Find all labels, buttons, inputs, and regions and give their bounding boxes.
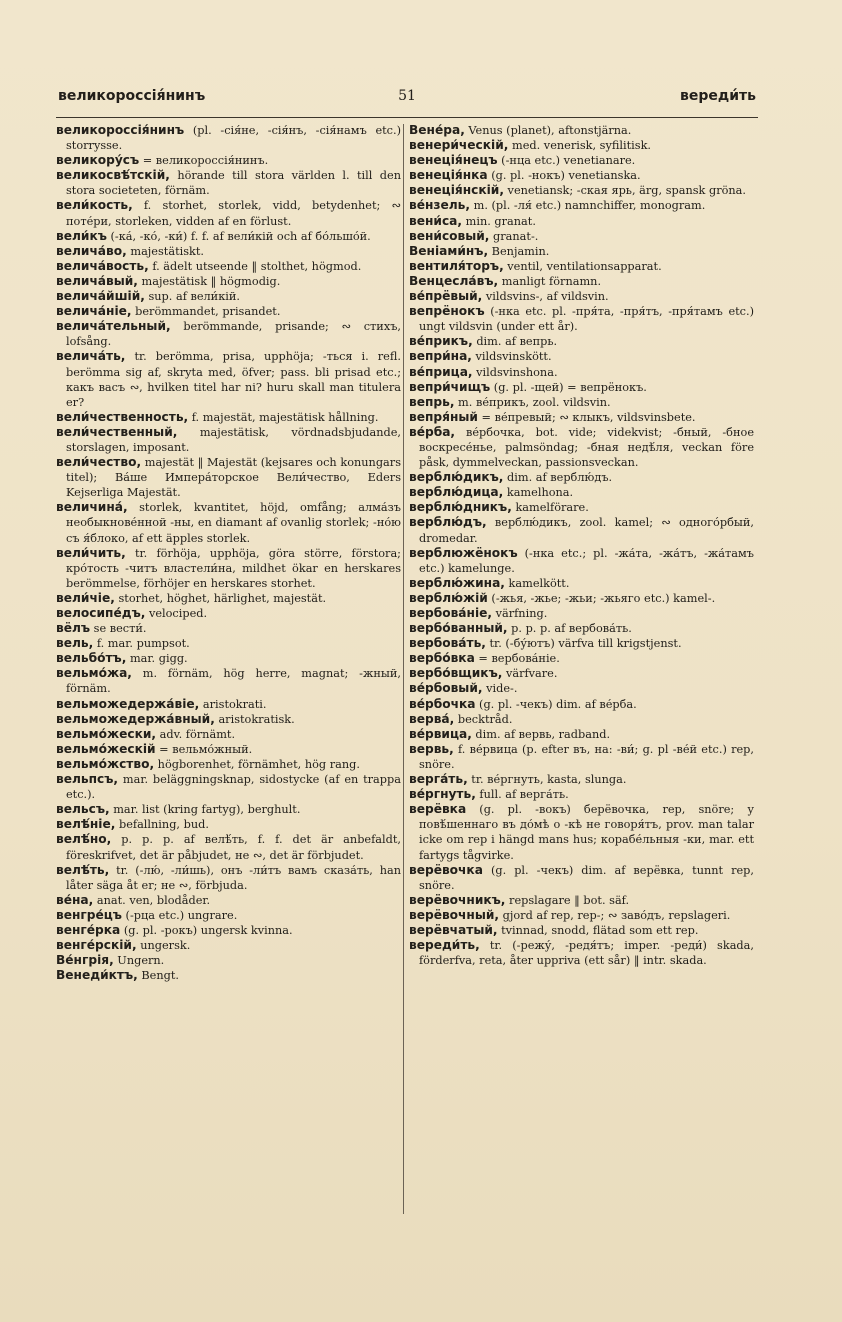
definition: tr. ве́ргнуть, kasta, slunga. bbox=[467, 773, 627, 787]
dictionary-entry bbox=[409, 515, 754, 545]
dictionary-entry bbox=[409, 938, 754, 968]
headword: велѣ́ть, bbox=[56, 862, 110, 877]
running-header bbox=[58, 88, 756, 114]
definition: velociped. bbox=[145, 607, 208, 620]
dictionary-entry bbox=[409, 576, 754, 591]
headword: вербо́ванный, bbox=[409, 621, 508, 636]
dictionary-entry bbox=[409, 244, 754, 259]
definition: (g. pl. -нокъ) venetianska. bbox=[487, 169, 641, 183]
definition: tvinnad, snodd, flätad som ett rep. bbox=[497, 923, 699, 937]
headword: ве́рба, bbox=[409, 424, 456, 439]
dictionary-entry bbox=[56, 938, 401, 953]
dictionary-entry bbox=[56, 621, 401, 636]
definition: mar. gigg. bbox=[126, 652, 188, 666]
headword: вепри́на, bbox=[409, 349, 472, 364]
dictionary-entry bbox=[409, 772, 754, 787]
headword: вепри́чищъ bbox=[409, 379, 491, 394]
dictionary-entry bbox=[409, 123, 754, 138]
definition: värfvare. bbox=[502, 667, 558, 681]
definition: tr. (-режу́, -редя́тъ; imper. -реди́) skada, förderfva, reta, åter uppriva (ett sår) ‖ intr. skada. bbox=[419, 939, 754, 968]
headword: Веніами́нъ, bbox=[409, 243, 489, 258]
dictionary-entry bbox=[56, 802, 401, 817]
definition: venetiansk; -ская ярь, ärg, spansk gröna. bbox=[503, 184, 746, 198]
definition: f. storhet, storlek, vidd, betydenhet; ∾ поте́ри, storleken, vidden af en förlust. bbox=[66, 199, 401, 228]
dictionary-entry bbox=[409, 380, 754, 395]
dictionary-entry bbox=[409, 621, 754, 636]
headword: вербова́ніе, bbox=[409, 606, 493, 620]
left-column bbox=[56, 123, 401, 983]
headword: верёвка bbox=[409, 802, 467, 817]
header-right-guide-word: вереди́ть bbox=[680, 88, 756, 104]
definition: adv. förnämt. bbox=[156, 727, 236, 741]
definition: f. ädelt utseende ‖ stolthet, högmod. bbox=[148, 259, 362, 273]
definition: верблю́дикъ, zool. kamel; ∾ одного́рбый, dromedar. bbox=[419, 516, 754, 545]
definition: granat-. bbox=[489, 229, 539, 243]
headword: велѣ́но, bbox=[56, 832, 112, 847]
headword: вепрь, bbox=[409, 394, 455, 409]
dictionary-entry bbox=[56, 274, 401, 289]
definition: aristokrati. bbox=[199, 697, 267, 711]
definition: majestät ‖ Majestät (kejsares och konungars titel); Ва́ше Импера́торское Вели́чество, Eders Kejserliga Majestät. bbox=[66, 456, 401, 500]
headword: верблю́дъ, bbox=[409, 515, 487, 530]
headword: великороссія́нинъ bbox=[56, 123, 185, 137]
definition: ве́рбочка, bot. vide; videkvist; -бный, -бное воскресе́нье, palmsöndag; -бная недѣ́ля, veckan före påsk, dymmelveckan, passionsveckan. bbox=[419, 425, 754, 470]
dictionary-entry bbox=[409, 214, 754, 229]
dictionary-entry bbox=[409, 229, 754, 244]
headword: вели́чество, bbox=[56, 455, 142, 470]
headword: вельпсъ, bbox=[56, 772, 119, 787]
definition: Venus (planet), aftonstjärna. bbox=[464, 124, 632, 137]
definition: anat. ven, blodåder. bbox=[93, 893, 211, 907]
headword: вени́са, bbox=[409, 213, 463, 228]
headword: вепрёнокъ bbox=[409, 304, 485, 319]
headword: вербо́вщикъ, bbox=[409, 666, 503, 681]
dictionary-entry bbox=[56, 712, 401, 727]
definition: min. granat. bbox=[462, 214, 536, 228]
headword: венге́рскій, bbox=[56, 938, 137, 953]
headword: вёлъ bbox=[56, 621, 91, 636]
dictionary-entry bbox=[409, 863, 754, 893]
definition: = великороссія́нинъ. bbox=[139, 154, 269, 168]
headword: ве́рбовый, bbox=[409, 681, 483, 696]
dictionary-entry bbox=[56, 168, 401, 198]
dictionary-entry bbox=[56, 697, 401, 712]
headword: вели́чественный, bbox=[56, 424, 178, 439]
dictionary-entry bbox=[56, 772, 401, 802]
dictionary-entry bbox=[56, 289, 401, 304]
dictionary-entry bbox=[409, 712, 754, 727]
headword: велича́йшій, bbox=[56, 289, 145, 304]
headword: велѣ́ніе, bbox=[56, 817, 116, 832]
definition: gjord af rep, rep-; ∾ заво́дъ, repslageri. bbox=[499, 908, 731, 922]
definition: ventil, ventilationsapparat. bbox=[503, 259, 662, 273]
headword: велича́ніе, bbox=[56, 304, 132, 319]
definition: vildsvinshona. bbox=[472, 365, 558, 379]
dictionary-entry bbox=[56, 591, 401, 606]
headword: вельможедержа́віе, bbox=[56, 696, 200, 711]
dictionary-entry bbox=[409, 666, 754, 681]
headword: вени́совый, bbox=[409, 228, 490, 243]
definition: sup. af вели́кій. bbox=[144, 290, 241, 304]
dictionary-entry bbox=[409, 395, 754, 410]
definition: vildsvinskött. bbox=[471, 350, 552, 364]
headword: велосипе́дъ, bbox=[56, 606, 146, 620]
headword: вельмо́жа, bbox=[56, 666, 132, 681]
definition: full. af верга́ть. bbox=[475, 788, 569, 802]
dictionary-entry bbox=[56, 244, 401, 259]
headword: вербова́ть, bbox=[409, 636, 486, 651]
headword: ве́прёвый, bbox=[409, 289, 483, 304]
headword: верблю́жій bbox=[409, 590, 488, 605]
dictionary-entry bbox=[409, 410, 754, 425]
definition: majestätiskt. bbox=[126, 244, 204, 258]
dictionary-entry bbox=[56, 636, 401, 651]
definition: värfning. bbox=[492, 607, 548, 620]
headword: ве́рвица, bbox=[409, 726, 472, 741]
dictionary-entry bbox=[56, 455, 401, 500]
dictionary-entry bbox=[56, 727, 401, 742]
dictionary-entry bbox=[409, 893, 754, 908]
dictionary-entry bbox=[56, 410, 401, 425]
headword: вели́кость, bbox=[56, 198, 133, 213]
dictionary-entry bbox=[409, 923, 754, 938]
definition: majestätisk, vördnadsbjudande, storslagen, imposant. bbox=[66, 425, 401, 454]
dictionary-entry bbox=[56, 832, 401, 862]
headword: ве́ргнуть, bbox=[409, 787, 476, 802]
headword: ве́прикъ, bbox=[409, 334, 473, 349]
dictionary-entry bbox=[56, 304, 401, 319]
definition: repslagare ‖ bot. säf. bbox=[505, 893, 630, 907]
headword: велича́ть, bbox=[56, 349, 126, 364]
definition: p. p. p. af вербова́ть. bbox=[507, 622, 632, 636]
definition: Benjamin. bbox=[488, 244, 550, 258]
definition: (-ка́, -ко́, -ки́) f. f. af вели́кій och af бо́льшо́й. bbox=[106, 229, 371, 243]
dictionary-entry bbox=[56, 229, 401, 244]
headword: венеція́нка bbox=[409, 168, 488, 183]
definition: = вельмо́жный. bbox=[155, 742, 253, 756]
page-number: 51 bbox=[398, 88, 416, 104]
dictionary-entry bbox=[409, 787, 754, 802]
dictionary-entry bbox=[56, 757, 401, 772]
definition: manligt förnamn. bbox=[498, 274, 602, 288]
definition: (-нка etc. pl. -пря́та, -пря́тъ, -пря́тамъ etc.) ungt vildsvin (under ett år). bbox=[419, 305, 754, 334]
headword: верблюжёнокъ bbox=[409, 545, 518, 560]
definition: aristokratisk. bbox=[214, 712, 295, 726]
dictionary-entry bbox=[409, 727, 754, 742]
dictionary-entry bbox=[409, 334, 754, 349]
definition: Ungern. bbox=[113, 954, 165, 968]
definition: storlek, kvantitet, höjd, omfång; алма́зъ необыкнове́нной -ны, en diamant af ovanlig storlek; -но́ю съ я́блоко, af ett äpples storlek. bbox=[66, 501, 401, 545]
dictionary-entry bbox=[409, 274, 754, 289]
definition: tr. (-бу́ютъ) värfva till krigstjenst. bbox=[485, 637, 682, 651]
headword: ве́на, bbox=[56, 892, 94, 907]
headword: верблю́дица, bbox=[409, 485, 504, 500]
definition: (g. pl. -рокъ) ungersk kvinna. bbox=[120, 923, 293, 937]
dictionary-entry bbox=[56, 123, 401, 153]
definition: p. p. p. af велѣ́ть, f. f. det är anbefaldt, föreskrifvet, det är påbjudet, не ∾, det är förbjudet. bbox=[66, 833, 401, 862]
definition: tr. berömma, prisa, upphöja; -ться i. refl. berömma sig af, skryta med, öfver; pass. bli prisad etc.; какъ васъ ∾, hvilken titel har ni? huru skall man titulera er? bbox=[66, 350, 401, 409]
headword: вельможедержа́вный, bbox=[56, 711, 215, 726]
definition: m. ве́прикъ, zool. vildsvin. bbox=[454, 395, 611, 409]
dictionary-entry bbox=[409, 183, 754, 198]
headword: вельсъ, bbox=[56, 802, 110, 817]
dictionary-entry bbox=[409, 591, 754, 606]
headword: Венеди́ктъ, bbox=[56, 968, 138, 983]
dictionary-entry bbox=[56, 863, 401, 893]
dictionary-entry bbox=[409, 304, 754, 334]
headword: Венцесла́въ, bbox=[409, 273, 499, 288]
dictionary-entry bbox=[409, 198, 754, 213]
definition: (-рца etc.) ungrare. bbox=[121, 908, 238, 922]
headword: великосвѣ́тскій, bbox=[56, 168, 170, 183]
headword: вельмо́жескій bbox=[56, 741, 156, 756]
dictionary-entry bbox=[56, 606, 401, 621]
definition: f. majestät, majestätisk hållning. bbox=[188, 410, 379, 424]
dictionary-entry bbox=[409, 259, 754, 274]
dictionary-entry bbox=[56, 742, 401, 757]
dictionary-entry bbox=[409, 697, 754, 712]
dictionary-entry bbox=[56, 651, 401, 666]
headword: вели́къ bbox=[56, 228, 107, 243]
dictionary-entry bbox=[409, 651, 754, 666]
headword: венеція́нецъ bbox=[409, 153, 498, 168]
definition: (-нка etc.; pl. -жа́та, -жа́тъ, -жа́тамъ etc.) kamelunge. bbox=[419, 546, 754, 575]
dictionary-entry bbox=[56, 500, 401, 545]
headword: Вене́ра, bbox=[409, 123, 465, 137]
definition: m. förnäm, hög herre, magnat; -жный, förnäm. bbox=[66, 667, 401, 696]
headword: венгре́цъ bbox=[56, 907, 122, 922]
definition: kamelhona. bbox=[503, 486, 574, 500]
header-rule bbox=[56, 117, 758, 118]
dictionary-entry bbox=[409, 138, 754, 153]
definition: med. venerisk, syfilitisk. bbox=[508, 139, 652, 153]
headword: венери́ческій, bbox=[409, 138, 509, 153]
definition: vildsvins-, af vildsvin. bbox=[482, 290, 609, 304]
dictionary-entry bbox=[409, 153, 754, 168]
definition: vide-. bbox=[482, 682, 518, 696]
dictionary-entry bbox=[409, 485, 754, 500]
definition: dim. af вервь, radband. bbox=[471, 727, 611, 741]
headword: вельмо́жески, bbox=[56, 726, 157, 741]
dictionary-entry bbox=[56, 349, 401, 409]
definition: berömmande, prisande; ∾ стихъ, lofsång. bbox=[66, 320, 401, 349]
definition: kamelkött. bbox=[504, 576, 570, 590]
column-divider bbox=[403, 124, 404, 1214]
dictionary-entry bbox=[409, 168, 754, 183]
dictionary-entry bbox=[409, 908, 754, 923]
dictionary-entry bbox=[409, 349, 754, 364]
dictionary-entry bbox=[409, 742, 754, 772]
headword: верёвочка bbox=[409, 862, 483, 877]
headword: вели́чить, bbox=[56, 545, 126, 560]
headword: ве́нзель, bbox=[409, 198, 471, 213]
dictionary-entry bbox=[409, 606, 754, 621]
right-column bbox=[409, 123, 754, 968]
definition: storhet, höghet, härlighet, majestät. bbox=[114, 591, 327, 605]
definition: becktråd. bbox=[454, 712, 513, 726]
dictionary-entry bbox=[56, 908, 401, 923]
headword: величина́, bbox=[56, 500, 128, 515]
dictionary-entry bbox=[56, 953, 401, 968]
headword: верёвочникъ, bbox=[409, 892, 506, 907]
headword: верблю́дикъ, bbox=[409, 470, 504, 485]
definition: tr. (-лю́, -ли́шь), онъ -ли́тъ вамъ сказа́ть, han låter säga åt er; не ∾, förbjuda. bbox=[66, 863, 401, 892]
headword: вентиля́торъ, bbox=[409, 258, 504, 273]
definition: se вести́. bbox=[90, 622, 147, 636]
definition: kamelförare. bbox=[511, 501, 589, 515]
headword: вельбо́тъ, bbox=[56, 651, 127, 666]
headword: вельмо́жство, bbox=[56, 756, 155, 771]
headword: верблю́дникъ, bbox=[409, 500, 512, 515]
definition: dim. af вепрь. bbox=[472, 335, 558, 349]
dictionary-entry bbox=[409, 636, 754, 651]
dictionary-entry bbox=[409, 470, 754, 485]
dictionary-entry bbox=[409, 546, 754, 576]
definition: (pl. -сія́не, -сія́нъ, -сія́намъ etc.) storrysse. bbox=[66, 124, 401, 153]
definition: befallning, bud. bbox=[115, 818, 209, 832]
headword: верга́ть, bbox=[409, 772, 468, 787]
definition: (-жья, -жье; -жьи; -жьяго etc.) kamel-. bbox=[487, 591, 716, 605]
header-left-guide-word: великороссія́нинъ bbox=[58, 88, 206, 104]
headword: верблю́жина, bbox=[409, 575, 505, 590]
definition: f. mar. pumpsot. bbox=[93, 637, 190, 651]
dictionary-entry bbox=[409, 425, 754, 470]
headword: великору́съ bbox=[56, 153, 140, 168]
headword: венге́рка bbox=[56, 922, 121, 937]
dictionary-entry bbox=[56, 425, 401, 455]
dictionary-entry bbox=[409, 365, 754, 380]
headword: велича́вость, bbox=[56, 258, 149, 273]
dictionary-entry bbox=[409, 500, 754, 515]
headword: верёвчатый, bbox=[409, 922, 498, 937]
dictionary-entry bbox=[56, 319, 401, 349]
definition: (g. pl. -чекъ) dim. af ве́рба. bbox=[475, 697, 637, 711]
definition: = вербова́ніе. bbox=[474, 652, 560, 666]
headword: велича́вый, bbox=[56, 273, 138, 288]
definition: tr. förhöja, upphöja, göra större, förstora; кро́тость -читъ властели́на, mildhet ökar en herskares berömmelse, förhöjer en herskares storhet. bbox=[66, 546, 401, 590]
dictionary-entry bbox=[409, 681, 754, 696]
definition: dim. af верблю́дъ. bbox=[503, 471, 613, 485]
headword: Ве́нгрія, bbox=[56, 953, 114, 968]
dictionary-entry bbox=[56, 153, 401, 168]
headword: велича́во, bbox=[56, 243, 127, 258]
definition: majestätisk ‖ högmodig. bbox=[137, 274, 281, 288]
dictionary-entry bbox=[56, 259, 401, 274]
headword: велича́тельный, bbox=[56, 319, 171, 334]
headword: вервь, bbox=[409, 741, 454, 756]
headword: ве́прица, bbox=[409, 364, 473, 379]
definition: (-нца etc.) venetianare. bbox=[497, 154, 636, 168]
dictionary-entry bbox=[409, 289, 754, 304]
definition: (g. pl. -чекъ) dim. af верёвка, tunnt rep, snöre. bbox=[419, 863, 754, 892]
definition: berömmandet, prisandet. bbox=[131, 305, 281, 319]
headword: вели́чественность, bbox=[56, 409, 189, 424]
dictionary-entry bbox=[56, 893, 401, 908]
definition: mar. list (kring fartyg), berghult. bbox=[109, 803, 301, 817]
dictionary-entry bbox=[56, 968, 401, 983]
headword: вербо́вка bbox=[409, 651, 475, 666]
definition: m. (pl. -ля́ etc.) namnchiffer, monogram. bbox=[470, 199, 706, 213]
definition: hörande till stora världen l. till den stora societeten, förnäm. bbox=[66, 169, 401, 198]
headword: верва́, bbox=[409, 711, 455, 726]
dictionary-entry bbox=[56, 817, 401, 832]
headword: вель, bbox=[56, 636, 94, 651]
definition: (g. pl. -щей) = вепрёнокъ. bbox=[490, 380, 647, 394]
definition: Bengt. bbox=[137, 969, 179, 983]
headword: вепря́ный bbox=[409, 409, 478, 424]
headword: венеція́нскій, bbox=[409, 183, 504, 198]
headword: верёвочный, bbox=[409, 907, 500, 922]
definition: (g. pl. -вокъ) берёвочка, rep, snöre; у повѣ́шеннаго въ до́мѣ о -кѣ не говоря́тъ, prov. man talar icke om rep i hängd mans hus; корабе́льныя -ки, mar. ett fartygs tågvirke. bbox=[419, 803, 754, 862]
dictionary-entry bbox=[56, 923, 401, 938]
headword: вели́чіе, bbox=[56, 590, 115, 605]
definition: f. ве́рвица (p. efter въ, на: -ви́; g. pl -ве́й etc.) rep, snöre. bbox=[419, 742, 754, 771]
dictionary-entry bbox=[56, 666, 401, 696]
dictionary-entry bbox=[56, 546, 401, 591]
dictionary-entry bbox=[56, 198, 401, 228]
definition: högborenhet, förnämhet, hög rang. bbox=[154, 757, 360, 771]
definition: ungersk. bbox=[136, 939, 191, 953]
definition: mar. beläggningsknap, sidostycke (af en trappa etc.). bbox=[66, 773, 401, 802]
definition: = ве́превый; ∾ клыкъ, vildsvinsbete. bbox=[477, 410, 696, 424]
dictionary-entry bbox=[409, 802, 754, 862]
headword: ве́рбочка bbox=[409, 696, 476, 711]
headword: вереди́ть, bbox=[409, 938, 480, 953]
